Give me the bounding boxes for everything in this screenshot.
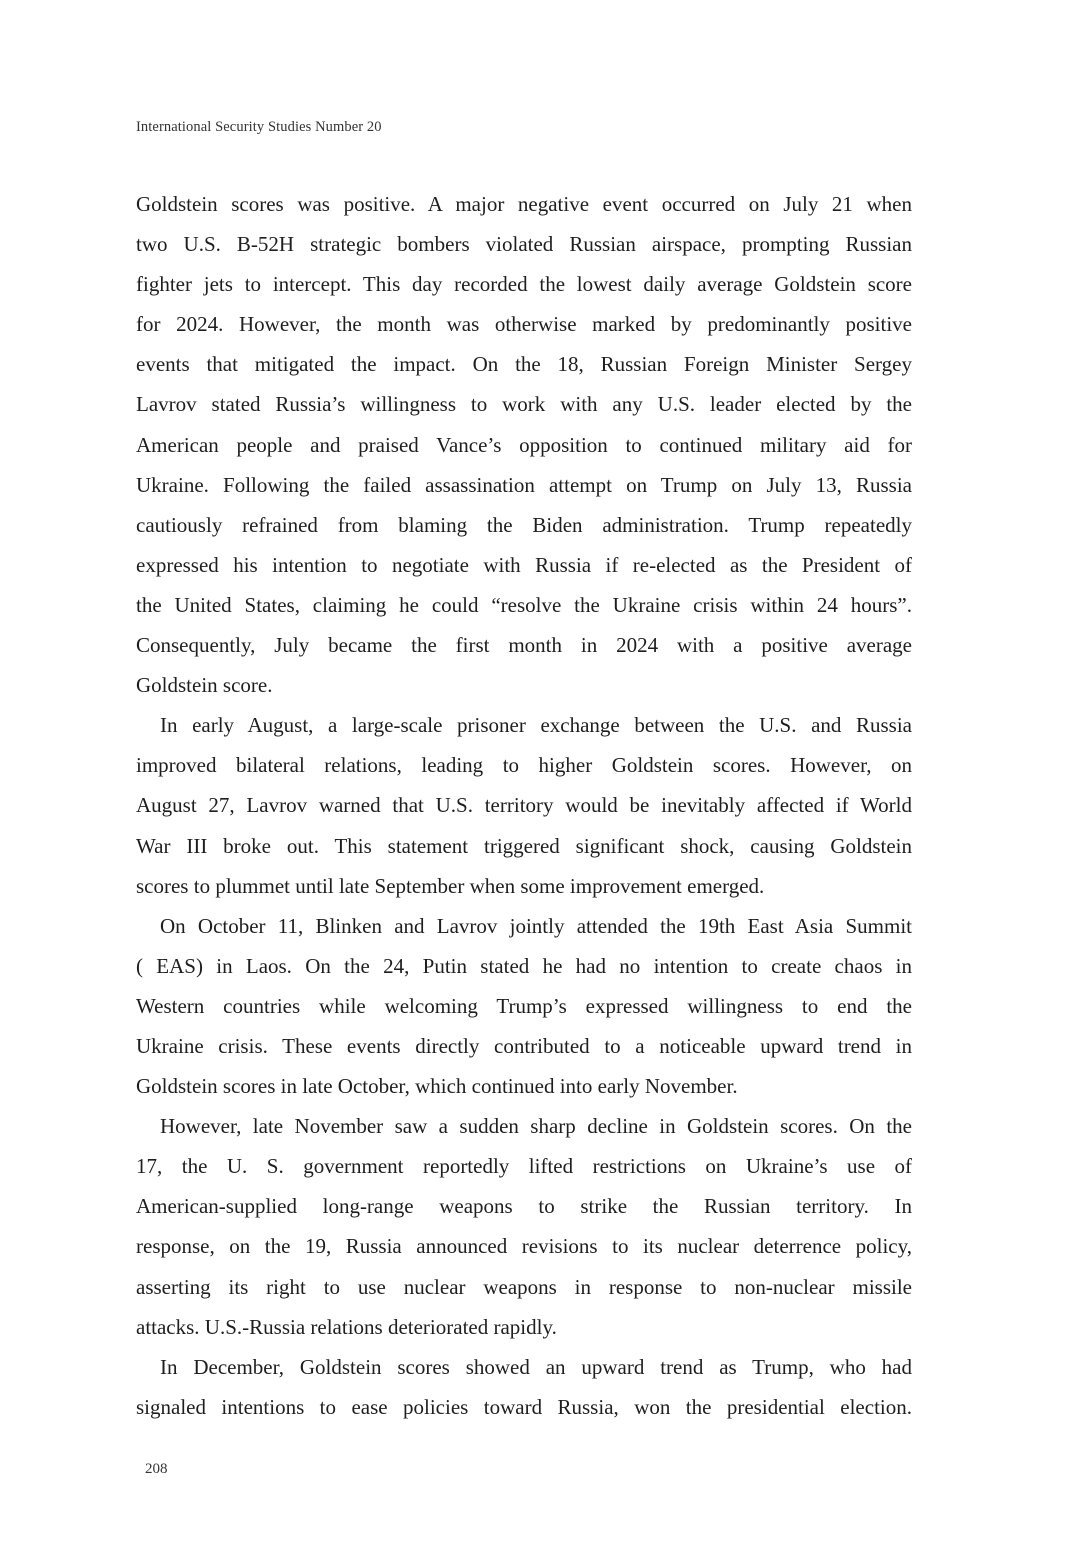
text-line: American-supplied long-range weapons to strike the Russian territory. In [136,1194,912,1219]
body-text [136,184,912,1427]
paragraph [136,184,912,705]
text-line: response, on the 19, Russia announced revisions to its nuclear deterrence policy, [136,1234,912,1259]
text-line: ( EAS) in Laos. On the 24, Putin stated he had no intention to create chaos in [136,953,912,978]
text-line: asserting its right to use nuclear weapons in response to non-nuclear missile [136,1274,912,1299]
page-number: 208 [145,1461,168,1477]
text-line: Ukraine. Following the failed assassination attempt on Trump on July 13, Russia [136,472,912,497]
text-line: Goldstein scores was positive. A major negative event occurred on July 21 when [136,192,912,216]
text-line: two U.S. B-52H strategic bombers violated Russian airspace, prompting Russian [136,232,912,257]
text-line: American people and praised Vance’s opposition to continued military aid for [136,432,912,457]
text-line: On October 11, Blinken and Lavrov jointly attended the 19th East Asia Summit [160,913,912,938]
text-line: expressed his intention to negotiate with Russia if re-elected as the President of [136,552,912,577]
text-line: events that mitigated the impact. On the 18, Russian Foreign Minister Sergey [136,352,912,377]
text-line: Consequently, July became the first month in 2024 with a positive average [136,633,912,658]
text-line: scores to plummet until late September when some improvement emerged. [136,873,765,898]
paragraph [136,1106,912,1347]
text-line: August 27, Lavrov warned that U.S. territory would be inevitably affected if World [136,793,912,818]
text-line: 17, the U. S. government reportedly lifted restrictions on Ukraine’s use of [136,1154,912,1179]
text-line: However, late November saw a sudden sharp decline in Goldstein scores. On the [160,1114,912,1139]
text-line: attacks. U.S.-Russia relations deteriorated rapidly. [136,1314,557,1339]
text-line: In early August, a large-scale prisoner exchange between the U.S. and Russia [160,713,912,738]
text-line: for 2024. However, the month was otherwise marked by predominantly positive [136,312,912,337]
text-line: Ukraine crisis. These events directly contributed to a noticeable upward trend in [136,1033,912,1058]
text-line: the United States, claiming he could “resolve the Ukraine crisis within 24 hours”. [136,592,912,617]
paragraph [136,906,912,1106]
text-line: signaled intentions to ease policies toward Russia, won the presidential election. [136,1394,912,1419]
text-line: Western countries while welcoming Trump’s expressed willingness to end the [136,993,912,1018]
text-line: improved bilateral relations, leading to higher Goldstein scores. However, on [136,753,912,778]
paragraph [136,705,912,905]
text-line: Lavrov stated Russia’s willingness to work with any U.S. leader elected by the [136,392,912,417]
text-line: fighter jets to intercept. This day recorded the lowest daily average Goldstein score [136,272,912,297]
paragraph [136,1347,912,1427]
text-line: Goldstein scores in late October, which continued into early November. [136,1074,738,1099]
text-line: In December, Goldstein scores showed an upward trend as Trump, who had [160,1354,912,1379]
running-header: International Security Studies Number 20 [136,119,382,135]
text-line: War III broke out. This statement triggered significant shock, causing Goldstein [136,833,912,858]
text-line: cautiously refrained from blaming the Biden administration. Trump repeatedly [136,512,912,537]
text-line: Goldstein score. [136,673,273,698]
